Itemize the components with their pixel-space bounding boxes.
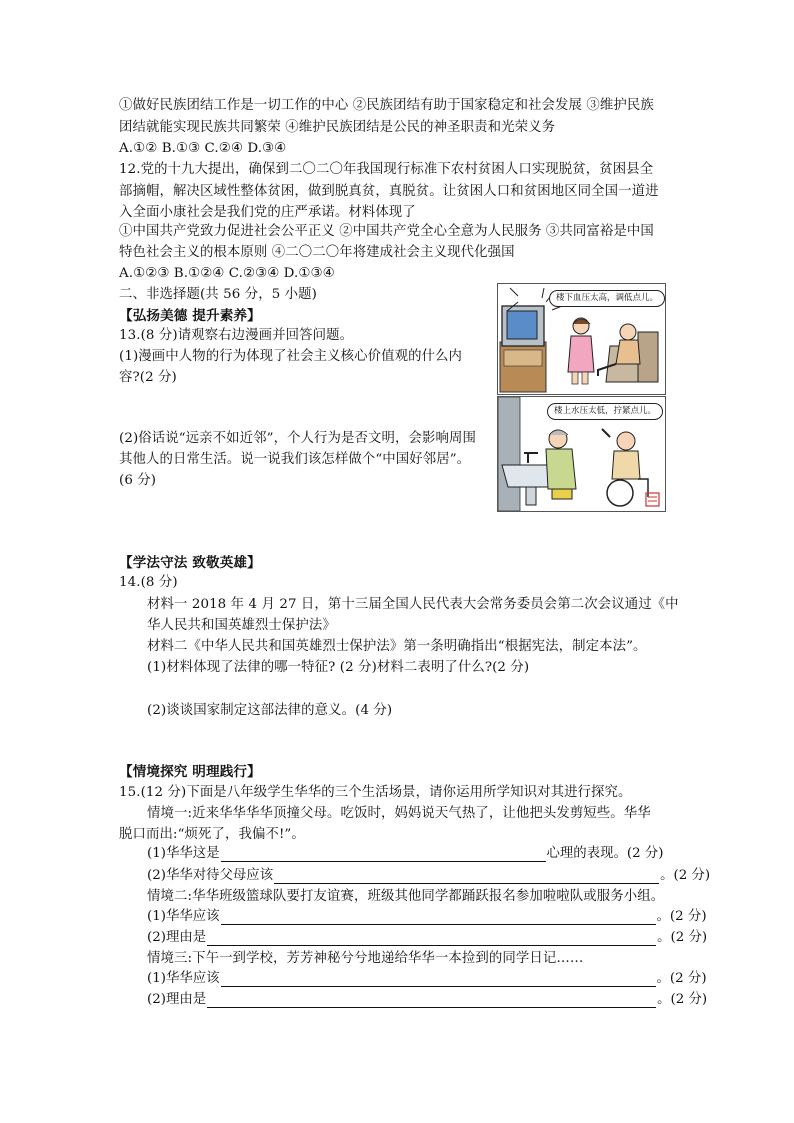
q15-s3-q2-row xyxy=(147,992,707,1008)
section-title-virtue: 【弘扬美德 提升素养】 xyxy=(119,308,261,324)
q15-s3-q2-suffix: 。(2 分) xyxy=(657,992,708,1007)
q15-s2-q2-prefix: (2)理由是 xyxy=(147,930,207,945)
part2-title: 二、非选择题(共 56 分，5 小题) xyxy=(119,287,317,302)
q15-s1-q1-answer-blank[interactable] xyxy=(221,848,546,862)
q14-material2: 材料二《中华人民共和国英雄烈士保护法》第一条明确指出“根据宪法，制定本法”。 xyxy=(147,639,647,654)
comic-bubble-top: 楼下血压太高，调低点儿。 xyxy=(549,290,665,307)
q15-s3-q1-prefix: (1)华华应该 xyxy=(147,971,220,986)
comic-panel-bottom xyxy=(497,396,666,512)
q13-stem: 13.(8 分)请观察右边漫画并回答问题。 xyxy=(119,328,354,343)
q14-part2: (2)谈谈国家制定这部法律的意义。(4 分) xyxy=(147,703,393,718)
q15-s3-q1-suffix: 。(2 分) xyxy=(656,971,707,986)
q15-s2-q1-suffix: 。(2 分) xyxy=(656,909,707,924)
section-title-law: 【学法守法 致敬英雄】 xyxy=(119,555,261,571)
q15-s2-q1-row xyxy=(147,909,707,925)
q14-stem: 14.(8 分) xyxy=(119,575,178,590)
q12-options-line1: ①中国共产党致力促进社会公平正义 ②中国共产党全心全意为人民服务 ③共同富裕是中国 xyxy=(119,224,654,239)
q11-options-line2: 团结就能实现民族共同繁荣 ④维护民族团结是公民的神圣职责和光荣义务 xyxy=(119,120,556,135)
q15-s1-q1-row xyxy=(147,846,664,862)
q15-s1-q1-prefix: (1)华华这是 xyxy=(147,846,220,861)
q15-s2-q2-answer-blank[interactable] xyxy=(207,932,656,946)
q11-answers: A.①② B.①③ C.②④ D.③④ xyxy=(119,141,287,156)
q11-options-line1: ①做好民族团结工作是一切工作的中心 ②民族团结有助于国家稳定和社会发展 ③维护民族 xyxy=(119,98,654,113)
q12-stem-line3: 入全面小康社会是我们党的庄严承诺。材料体现了 xyxy=(119,205,416,220)
q12-answers: A.①②③ B.①②④ C.②③④ D.①③④ xyxy=(119,266,335,281)
q13-part2-line1: (2)俗话说“远亲不如近邻”，个人行为是否文明，会影响周围 xyxy=(119,431,476,446)
q15-s3-q2-prefix: (2)理由是 xyxy=(147,992,207,1007)
comic-panel-top xyxy=(497,283,666,395)
q15-scene1-line1: 情境一:近来华华华华顶撞父母。吃饭时，妈妈说天气热了，让他把头发剪短些。华华 xyxy=(147,806,651,821)
q15-s3-q1-row xyxy=(147,971,707,987)
q14-part1: (1)材料体现了法律的哪一特征? (2 分)材料二表明了什么?(2 分) xyxy=(147,660,530,675)
q15-scene2: 情境二:华华班级篮球队要打友谊赛，班级其他同学都踊跃报名参加啦啦队或服务小组。 xyxy=(147,889,665,904)
q15-s1-q2-answer-blank[interactable] xyxy=(274,870,659,884)
q15-s3-q2-answer-blank[interactable] xyxy=(207,994,656,1008)
q15-stem: 15.(12 分)下面是八年级学生华华的三个生活场景，请你运用所学知识对其进行探究。 xyxy=(119,785,632,800)
comic-bubble-bottom: 楼上水压太低，拧紧点儿。 xyxy=(547,403,663,420)
q13-part2-line2: 其他人的日常生活。说一说我们该怎样做个“中国好邻居”。 xyxy=(119,452,471,467)
q14-material1-line1: 材料一 2018 年 4 月 27 日，第十三届全国人民代表大会常务委员会第二次会议通过《中 xyxy=(147,597,679,612)
q15-s3-q1-answer-blank[interactable] xyxy=(221,973,656,987)
q15-s2-q1-prefix: (1)华华应该 xyxy=(147,909,220,924)
q12-stem-line1: 12.党的十九大提出，确保到二〇二〇年我国现行标准下农村贫困人口实现脱贫，贫困县全 xyxy=(119,162,654,177)
q15-scene3: 情境三:下午一到学校，芳芳神秘兮兮地递给华华一本捡到的同学日记…… xyxy=(147,951,584,966)
q15-s2-q2-suffix: 。(2 分) xyxy=(657,930,708,945)
q15-s2-q2-row xyxy=(147,930,707,946)
q15-s2-q1-answer-blank[interactable] xyxy=(221,911,656,925)
q15-s1-q1-suffix: 心理的表现。(2 分) xyxy=(546,846,664,861)
q12-stem-line2: 部摘帽，解决区域性整体贫困，做到脱真贫，真脱贫。让贫困人口和贫困地区同全国一道进 xyxy=(119,184,659,199)
q13-part1-line1: (1)漫画中人物的行为体现了社会主义核心价值观的什么内 xyxy=(119,349,463,364)
q15-s1-q2-row xyxy=(147,868,710,884)
q13-part1-line2: 容?(2 分) xyxy=(119,370,177,385)
q14-material1-line2: 华人民共和国英雄烈士保护法》 xyxy=(147,618,336,633)
q15-scene1-line2: 脱口而出:“烦死了，我偏不!”。 xyxy=(119,827,305,842)
section-title-scenario: 【情境探究 明理践行】 xyxy=(119,764,261,780)
q13-part2-line3: (6 分) xyxy=(119,473,157,488)
q12-options-line2: 特色社会主义的根本原则 ④二〇二〇年将建成社会主义现代化强国 xyxy=(119,245,515,260)
q15-s1-q2-suffix: 。(2 分) xyxy=(660,868,711,883)
q15-s1-q2-prefix: (2)华华对待父母应该 xyxy=(147,868,274,883)
